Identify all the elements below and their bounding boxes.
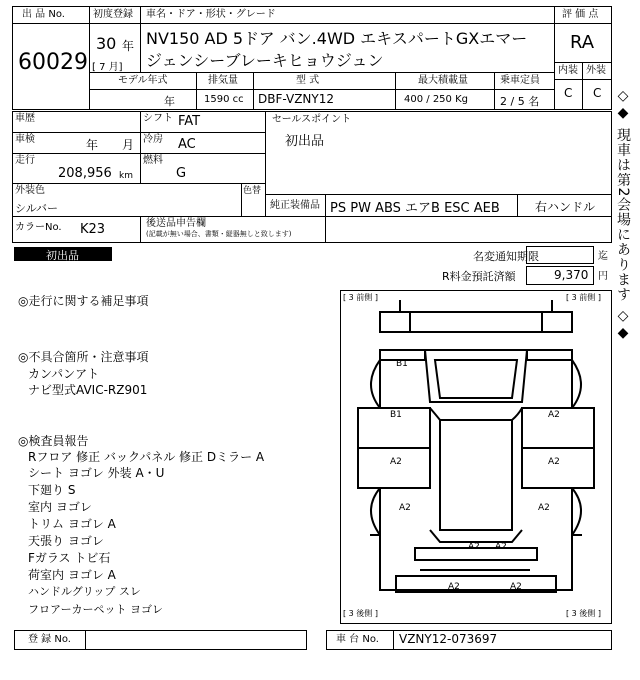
reg-label: 登 録 No. <box>28 634 71 645</box>
inspection-year: 年 <box>86 138 99 152</box>
load: 400 / 250 Kg <box>404 94 468 105</box>
recycle-label: R料金預託済額 <box>442 270 516 283</box>
exterior-grade: C <box>593 86 602 100</box>
shift-label: シフト <box>143 113 173 124</box>
capacity-label: 乗車定員 <box>500 75 540 86</box>
load-label: 最大積載量 <box>418 75 468 86</box>
sales-point: 初出品 <box>285 134 325 149</box>
corner-front-right: [ 3 前側 ] <box>566 293 601 302</box>
damage-mark: A2 <box>495 542 507 552</box>
inspector-item: 荷室内 ヨゴレ A <box>28 568 116 582</box>
mileage-unit: km <box>119 171 133 181</box>
lot-label: 出 品 No. <box>22 9 65 20</box>
inspector-item: ハンドルグリップ スレ <box>28 585 141 598</box>
name-change-cell <box>526 246 594 264</box>
defect-item: カンパンアト <box>28 367 100 381</box>
car-name-line1: NV150 AD 5ドア バン.4WD エキスパートGXエマー <box>146 29 528 48</box>
inspector-item: シート ヨゴレ 外装 A・U <box>28 466 165 480</box>
damage-mark: A2 <box>390 457 402 467</box>
displacement: 1590 cc <box>204 94 244 105</box>
shift: FAT <box>178 114 201 129</box>
damage-mark: B1 <box>390 410 402 420</box>
equipment: PS PW ABS エアB ESC AEB <box>330 201 500 216</box>
blank-cell <box>325 216 612 243</box>
score: RA <box>570 32 595 53</box>
equipment-label: 純正装備品 <box>270 200 320 211</box>
model-year-cell <box>89 89 197 110</box>
displacement-label: 排気量 <box>208 75 238 86</box>
name-change-label: 名変通知期限 <box>473 250 539 263</box>
color-label: 外装色 <box>15 185 45 196</box>
inspector-item: 下廻り S <box>28 483 76 497</box>
interior-grade: C <box>564 86 573 100</box>
recycle-amount: 9,370 <box>554 268 589 282</box>
inspector-title: ◎検査員報告 <box>18 434 89 448</box>
model-label-cell <box>253 72 396 90</box>
chassis-no: VZNY12-073697 <box>399 632 498 646</box>
inspector-item: 室内 ヨゴレ <box>28 500 92 514</box>
fuel: G <box>176 166 187 181</box>
damage-mark: A2 <box>448 582 460 592</box>
damage-mark: A2 <box>399 503 411 513</box>
damage-mark: B1 <box>396 359 408 369</box>
first-reg-year-unit: 年 <box>122 39 135 53</box>
damage-mark: A2 <box>468 542 480 552</box>
model: DBF-VZNY12 <box>258 92 335 106</box>
inspector-item: 天張り ヨゴレ <box>28 534 104 548</box>
defects-title: ◎不具合箇所・注意事項 <box>18 350 149 364</box>
defect-item: ナビ型式AVIC-RZ901 <box>28 383 148 397</box>
color-no-label: 色替 <box>243 186 262 196</box>
damage-mark: A2 <box>538 503 550 513</box>
model-year-unit: 年 <box>164 95 175 108</box>
corner-rear-left: [ 3 後側 ] <box>343 609 378 618</box>
color-code: K23 <box>80 222 106 237</box>
interior-label: 内装 <box>558 65 578 76</box>
fuel-label: 燃料 <box>143 155 163 166</box>
corner-rear-right: [ 3 後側 ] <box>566 609 601 618</box>
damage-mark: A2 <box>510 582 522 592</box>
inspector-item: トリム ヨゴレ A <box>28 517 116 531</box>
inspector-item: Fガラス トビ石 <box>28 551 111 565</box>
inspection-label: 車検 <box>15 134 35 145</box>
ac: AC <box>178 137 196 152</box>
name-change-unit: 迄 <box>598 251 608 262</box>
inspector-item: Rフロア 修正 バックパネル 修正 Dミラー A <box>28 450 265 464</box>
car-name-line2: ジェンシーブレーキヒョウジュン <box>146 51 384 70</box>
capacity: 2 / 5 名 <box>500 95 540 108</box>
ac-label: 冷房 <box>143 134 163 145</box>
mileage-label: 走行 <box>15 155 35 166</box>
inspector-item: フロアーカーペット ヨゴレ <box>28 603 163 616</box>
car-outline <box>340 290 612 624</box>
mileage: 208,956 <box>58 166 112 181</box>
reg-cell <box>85 630 307 650</box>
first-listing-text: 初出品 <box>46 249 79 262</box>
first-reg-label: 初度登録 <box>93 9 133 20</box>
name-label: 車名・ドア・形状・グレード <box>146 9 276 20</box>
color-code-label: カラーNo. <box>15 222 62 233</box>
corner-front-left: [ 3 前側 ] <box>343 293 378 302</box>
first-reg-year: 30 <box>96 34 117 53</box>
supplement-title: ◎走行に関する補足事項 <box>18 294 149 308</box>
damage-mark: A2 <box>548 457 560 467</box>
inspection-month: 月 <box>122 138 135 152</box>
aftermarket-label: 後送品申告欄 <box>146 218 206 229</box>
lot-no: 60029 <box>18 50 88 75</box>
history-label: 車歴 <box>15 113 35 124</box>
exterior-label: 外装 <box>586 65 606 76</box>
damage-mark: A2 <box>548 410 560 420</box>
sales-point-label: セールスポイント <box>272 114 352 125</box>
color: シルバー <box>15 202 58 215</box>
steering: 右ハンドル <box>535 200 596 214</box>
first-reg-month: [ 7 月] <box>92 62 123 73</box>
score-label: 評 価 点 <box>562 9 599 20</box>
aftermarket-note: (記載が無い場合、書類・縦器無しと致します) <box>146 230 292 238</box>
venue-notice: ◇◆ 現車は第2会場にあります ◇◆ <box>615 88 631 342</box>
recycle-unit: 円 <box>598 271 608 282</box>
chassis-label: 車 台 No. <box>336 634 379 645</box>
model-year-label: モデル年式 <box>118 75 168 86</box>
model-label: 型 式 <box>296 75 320 86</box>
